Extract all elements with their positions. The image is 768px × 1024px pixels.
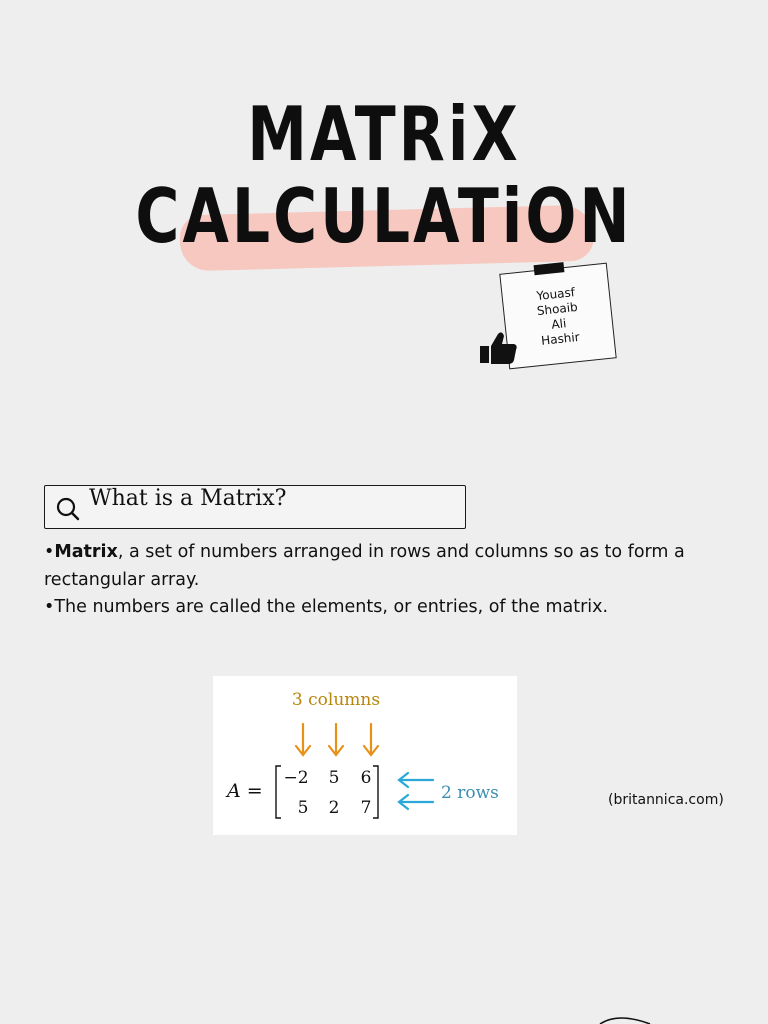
columns-label: 3 columns xyxy=(291,690,381,710)
title-line-1: MATRiX xyxy=(247,91,521,179)
matrix-entry: 5 xyxy=(328,768,340,788)
matrix-figure xyxy=(213,676,517,835)
matrix-entry: 6 xyxy=(360,768,372,788)
bullet-1-text: , a set of numbers arranged in rows and columns so as to form a rectangular array. xyxy=(44,542,685,590)
matrix-name: A = xyxy=(227,780,263,802)
section-heading-box xyxy=(44,485,466,529)
bullet-2-text: The numbers are called the elements, or entries, of the matrix. xyxy=(54,597,609,617)
definition-text xyxy=(44,539,734,622)
left-arrow-icon xyxy=(399,773,433,787)
column-arrows xyxy=(296,724,378,755)
section-heading: What is a Matrix? xyxy=(89,486,287,511)
left-bracket xyxy=(276,766,281,818)
source-credit: (britannica.com) xyxy=(608,792,724,808)
author-name: Hashir xyxy=(540,329,581,348)
decorative-curve xyxy=(560,1000,660,1024)
down-arrow-icon xyxy=(296,724,310,755)
left-arrow-icon xyxy=(399,795,433,809)
rows-label: 2 rows xyxy=(441,783,499,803)
matrix-entry: −2 xyxy=(283,768,309,788)
bullet-1: •Matrix, a set of numbers arranged in rows and columns so as to form a rectangular array. xyxy=(44,542,685,590)
thumbs-up-icon xyxy=(478,328,520,366)
row-arrows xyxy=(399,773,433,809)
down-arrow-icon xyxy=(329,724,343,755)
author-name: Youasf xyxy=(535,285,576,304)
right-bracket xyxy=(373,766,378,818)
down-arrow-icon xyxy=(364,724,378,755)
bullet-2: •The numbers are called the elements, or entries, of the matrix. xyxy=(44,597,609,617)
title-line-2: CALCULATiON xyxy=(135,173,633,261)
author-name: Ali xyxy=(550,316,567,332)
bullet-1-term: Matrix xyxy=(54,542,118,562)
author-name: Shoaib xyxy=(536,299,579,319)
matrix-entry: 5 xyxy=(297,798,309,818)
matrix-entry: 2 xyxy=(328,798,340,818)
tape-strip xyxy=(534,262,565,275)
search-icon xyxy=(55,496,81,522)
matrix-entry: 7 xyxy=(360,798,372,818)
